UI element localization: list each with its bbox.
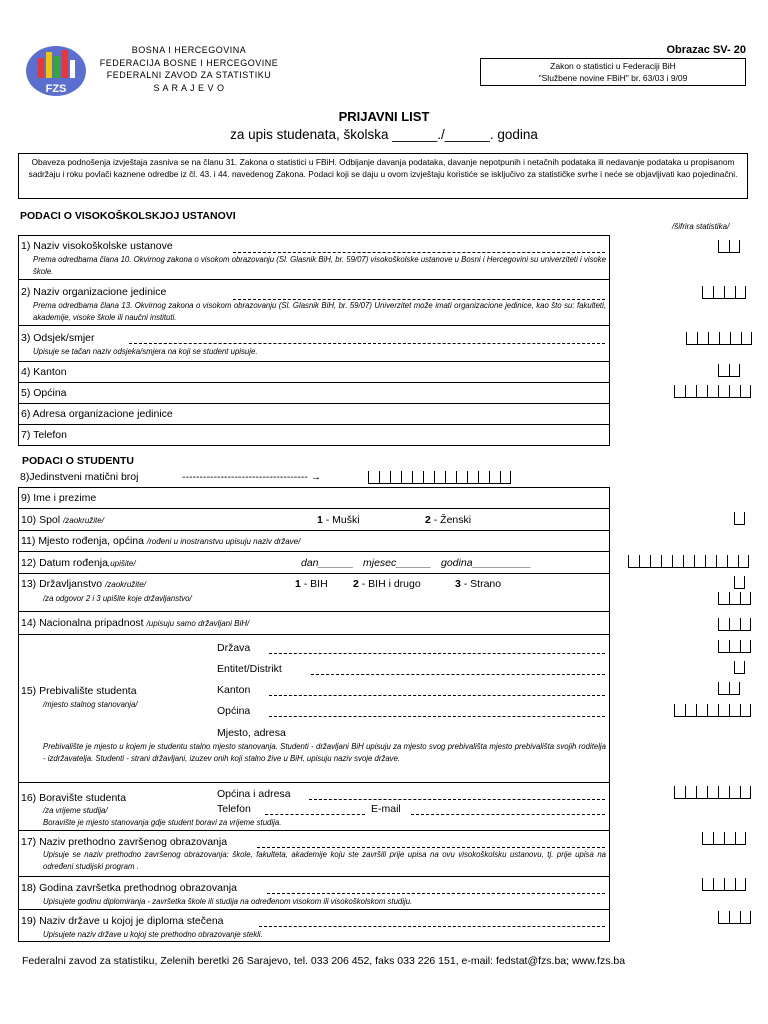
input-diploma-country[interactable] [259,926,605,927]
option-female[interactable] [425,514,471,526]
code-boxes-canton[interactable] [718,364,740,378]
row-department [19,326,609,362]
residence-entity-label: Entitet/Distrikt [217,663,282,675]
option-number: 2 [353,578,359,590]
row-label: 17) Naziv prethodno završenog obrazovanja [21,836,228,848]
form-subtitle: za upis studenata, školska ______./______. godina [230,127,538,142]
row-hint: Prema odredbama člana 10. Okvirnog zakona o visokom obrazovanju (Sl. Glasnik BiH, br. 59/07) visokoškolske ustanove u Bosni i Hercegovini su univerziteti i visoke škole. [33,255,606,276]
code-boxes-grad-year[interactable] [702,878,746,892]
row-label-text: 10) Spol [21,514,61,526]
row-name [19,488,609,509]
row-label: 15) Prebivalište studenta [21,685,137,697]
temp-address-input[interactable] [309,799,605,800]
residence-canton-input[interactable] [269,695,605,696]
row-label: 18) Godina završetka prethodnog obrazovanja [21,882,237,894]
row-sex [19,509,609,531]
row-hint: Upisuje se naziv prethodno završenog obrazovanja: škole, fakulteta, akademije koju ste završili prije upisa na ovu visokoškolsku ustanovu, tj. prije upisa na određeni studijski program . [43,850,606,871]
section-institution-title: PODACI O VISOKOŠKOLSKJOJ USTANOVI [20,210,236,222]
row-org-unit [19,280,609,326]
row-address [19,404,609,425]
option-number: 1 [317,514,323,526]
residence-entity-input[interactable] [311,674,605,675]
row-phone [19,425,609,446]
row-graduation-year [19,877,609,910]
residence-municipality-label: Općina [217,705,251,717]
residence-country-input[interactable] [269,653,605,654]
row-birthdate [19,552,609,574]
option-number: 1 [295,578,301,590]
legal-notice: Obaveza podnošenja izvještaja zasniva se na članu 31. Zakona o statistici u FBiH. Odbijanje davanja podataka, davanje nepotpunih i netačnih podataka ili nedavanje podataka u propisanom sadržaju i roku povlači kaznene odredbe iz čl. 43. i 44. navedenog Zakona. Podaci koji se daju u ovom izvještaju koristiće se isključivo za statističke svrhe i neće se objavljivati kao pojedinačni. [18,153,748,199]
institution-table [18,235,610,446]
row-hint: Prebivalište je mjesto u kojem je studentu stalno mjesto stanovanja. Studenti - državljani BiH upisuju za mjesto svog prebivališta mjesto prebivališta svojih roditelja - izdržavatelja. Studenti - strani državljani, izuzev onih koji stalno žive u BiH, upisuju naziv svoje države. [43,742,606,763]
row-hint: Boravište je mjesto stanovanja gdje student boravi za vrijeme studija. [43,818,282,827]
row-hint: Upisujete naziv države u kojoj ste prethodno obrazovanje stekli. [43,930,263,939]
row-birthplace [19,531,609,552]
code-boxes-sex[interactable] [734,512,745,526]
option-text: - BIH i drugo [358,578,421,590]
fzs-logo [24,44,88,98]
residence-canton-label: Kanton [217,684,251,696]
row-label: 1) Naziv visokoškolske ustanove [21,240,173,252]
option-text: - Ženski [430,514,472,526]
residence-country-label: Država [217,642,251,654]
jmb-label: 8)Jedinstveni matični broj [20,471,139,483]
form-code: Obrazac SV- 20 [666,44,746,56]
code-boxes-nationality[interactable] [718,618,751,632]
option-number: 3 [455,578,461,590]
temp-email-input[interactable] [411,814,605,815]
row-label: 9) Ime i prezime [21,492,97,504]
birth-year-field[interactable]: godina__________ [441,557,531,569]
row-residence [19,635,609,783]
option-foreign[interactable] [455,578,501,590]
row-hint: Upisujete godinu diplomiranja - završetka škole ili studija na određenom visokom ili visokoškolskom studiju. [43,897,413,906]
row-label-note: /upisuju samo državljani BiH/ [146,619,250,628]
option-text: - Muški [322,514,360,526]
law-line-2: "Službene novine FBiH" br. 63/03 i 9/09 [538,73,688,83]
row-label: 2) Naziv organizacione jedinice [21,286,167,298]
sifra-label: /šifrira statistika/ [672,222,730,231]
code-boxes-temp-municipality[interactable] [674,786,751,800]
logo-text: FZS [45,83,67,95]
option-number: 2 [425,514,431,526]
residence-address-label: Mjesto, adresa [217,727,286,739]
row-label [21,617,249,629]
row-label-text: 13) Državljanstvo [21,578,103,590]
institution-line: FEDERACIJA BOSNE I HERCEGOVINE [99,57,279,68]
temp-email-label: E-mail [371,803,401,815]
option-text: - Strano [460,578,502,590]
row-label: 4) Kanton [21,366,67,378]
row-label: 3) Odsjek/smjer [21,332,95,344]
code-boxes-birthdate[interactable] [628,555,749,569]
code-boxes-citizenship[interactable] [734,576,745,590]
row-label: 19) Naziv države u kojoj je diploma stečena [21,915,224,927]
code-boxes-department[interactable] [686,332,752,346]
section-student-title: PODACI O STUDENTU [22,455,135,467]
code-boxes-diploma-country[interactable] [718,911,751,925]
input-graduation-year[interactable] [267,893,605,894]
input-institution-name[interactable] [233,252,605,253]
row-hint: Prema odredbama člana 13. Okvirnog zakona o visokom obrazovanju (Sl. Glasnik BiH, br. 59/07) Univerzitet može imati organizacione jedinice, kao što su: fakulteti, akademije, visoke škole ili naučni instituti. [33,301,606,322]
row-label: 7) Telefon [21,429,67,441]
institution-block [80,44,298,94]
row-label: 16) Boravište studenta [21,792,127,804]
code-boxes-citizenship-country[interactable] [718,592,751,606]
code-boxes-institution[interactable] [718,240,740,254]
institution-line: FEDERALNI ZAVOD ZA STATISTIKU [106,70,272,80]
code-boxes-res-municipality[interactable] [674,704,751,718]
row-note: /mjesto stalnog stanovanja/ [43,700,138,709]
option-bih-and-other[interactable] [353,578,421,590]
law-reference-box [480,58,746,86]
temp-address-label: Općina i adresa [217,788,291,800]
row-label: 6) Adresa organizacione jedinice [21,408,173,420]
footer-contact: Federalni zavod za statistiku, Zelenih beretki 26 Sarajevo, tel. 033 206 452, faks 033 226 151, e-mail: fedstat@fzs.ba; www.fzs.ba [22,955,626,967]
student-table [18,487,610,942]
row-hint: /za odgovor 2 i 3 upišite koje državljanstvo/ [43,594,192,603]
code-boxes-res-canton[interactable] [718,682,740,696]
row-hint: Upisuje se tačan naziv odsjeka/smjera na koji se student upisuje. [33,347,258,356]
row-label-text: 14) Nacionalna pripadnost [21,617,144,629]
residence-municipality-input[interactable] [269,716,605,717]
input-department[interactable] [129,343,605,344]
row-note: /za vrijeme studija/ [43,806,108,815]
row-temporary-residence [19,783,609,831]
row-label [21,578,146,590]
law-line-1: Zakon o statistici u Federaciji BiH [550,61,676,71]
option-bih[interactable] [295,578,328,590]
temp-phone-label: Telefon [217,803,251,815]
institution-line: S A R A J E V O [153,82,225,93]
code-boxes-org-unit[interactable] [702,286,746,300]
row-label [21,557,136,569]
row-label [21,535,300,547]
birth-month-field[interactable]: mjesec______ [363,557,432,569]
form-title: PRIJAVNI LIST [338,109,430,124]
row-institution-name [19,236,609,280]
option-text: - BIH [300,578,328,590]
jmb-arrow: ------------------------------------ → [182,471,322,483]
row-canton [19,362,609,383]
temp-phone-input[interactable] [265,814,365,815]
jmb-boxes[interactable] [368,471,511,485]
row-label-note: /rođeni u inostranstvu upisuju naziv države/ [146,537,301,546]
row-diploma-country [19,910,609,943]
row-label-note: /zaokružite/ [63,516,104,525]
row-nationality [19,612,609,635]
input-previous-education[interactable] [257,847,605,848]
row-label-text: 12) Datum rođenja [21,557,108,569]
institution-line: BOSNA I HERCEGOVINA [131,45,247,55]
row-label-note: /zaokružite/ [105,580,146,589]
row-label: 5) Općina [21,387,67,399]
code-boxes-res-country[interactable] [718,640,751,654]
row-label [21,514,104,526]
code-boxes-municipality[interactable] [674,385,751,399]
option-male[interactable] [317,514,360,526]
birth-day-field[interactable]: dan______ [301,557,354,569]
row-previous-education [19,831,609,877]
row-label-text: 11) Mjesto rođenja, općina [21,535,144,547]
code-boxes-prev-education[interactable] [702,832,746,846]
code-boxes-res-entity[interactable] [734,661,745,675]
row-municipality [19,383,609,404]
row-label-note: ,upišite/ [107,559,136,568]
row-citizenship [19,574,609,612]
